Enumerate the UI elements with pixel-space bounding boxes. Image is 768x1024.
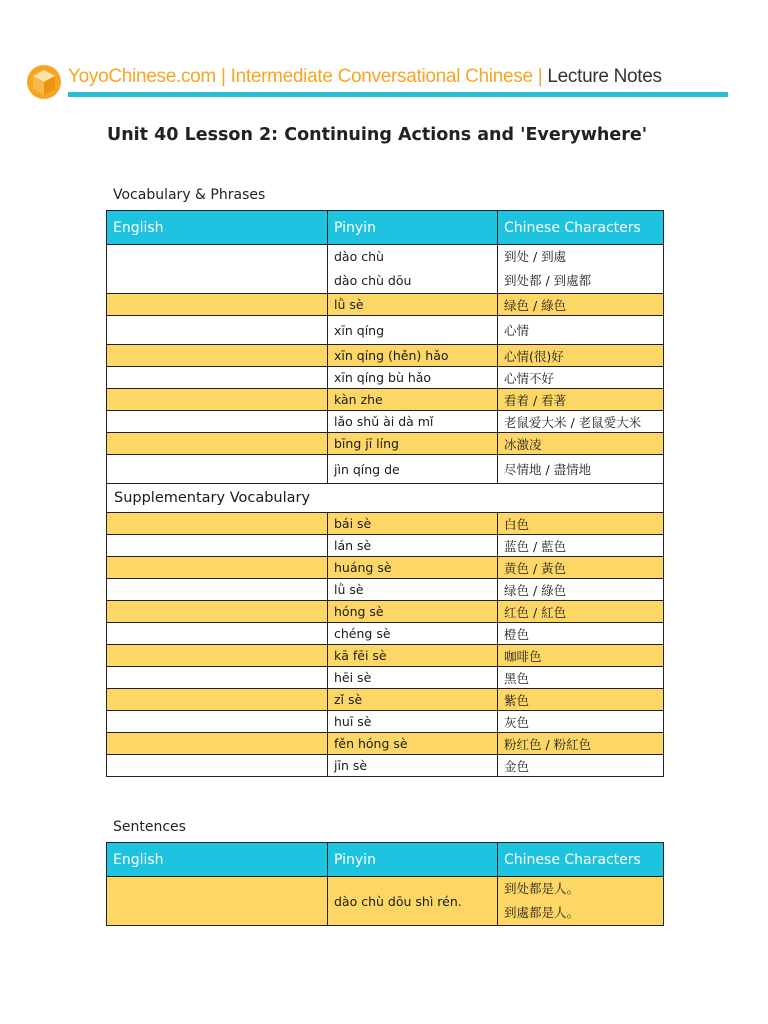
header-chinese: Chinese Characters <box>498 211 664 245</box>
cell-chinese: 心情 <box>498 316 664 345</box>
table-row <box>107 367 664 389</box>
cell-chinese: 橙色 <box>498 623 664 645</box>
cell-pinyin: hēi sè <box>328 667 498 689</box>
header-rule <box>68 92 728 97</box>
supplementary-section-label: Supplementary Vocabulary <box>107 484 664 513</box>
table-row <box>107 733 664 755</box>
cell-pinyin: hóng sè <box>328 601 498 623</box>
cell-pinyin: lǜ sè <box>328 294 498 316</box>
table-row <box>107 389 664 411</box>
table-row <box>107 601 664 623</box>
cell-english <box>107 411 328 433</box>
header-chinese: Chinese Characters <box>498 843 664 877</box>
cell-english <box>107 316 328 345</box>
cell-chinese: 冰激凌 <box>498 433 664 455</box>
cell-chinese-line: 到处 / 到處 <box>504 249 567 264</box>
cell-pinyin: fěn hóng sè <box>328 733 498 755</box>
cell-chinese-line: 到处都是人。 <box>504 881 580 896</box>
cell-english <box>107 455 328 484</box>
cell-chinese <box>498 245 664 294</box>
cell-english <box>107 294 328 316</box>
cell-chinese: 金色 <box>498 755 664 777</box>
cell-chinese: 红色 / 紅色 <box>498 601 664 623</box>
table-row <box>107 557 664 579</box>
cell-english <box>107 733 328 755</box>
vocab-table <box>106 210 664 777</box>
cell-chinese: 心情不好 <box>498 367 664 389</box>
table-row <box>107 535 664 557</box>
cell-english <box>107 601 328 623</box>
header-pinyin: Pinyin <box>328 843 498 877</box>
cell-pinyin: chéng sè <box>328 623 498 645</box>
page-title: Unit 40 Lesson 2: Continuing Actions and 'Everywhere' <box>107 125 648 145</box>
table-row <box>107 579 664 601</box>
cell-pinyin: huáng sè <box>328 557 498 579</box>
table-row <box>107 433 664 455</box>
section-name: Lecture Notes <box>547 66 662 87</box>
cell-chinese: 紫色 <box>498 689 664 711</box>
cell-pinyin: kā fēi sè <box>328 645 498 667</box>
header-separator: | <box>220 66 226 87</box>
cell-english <box>107 755 328 777</box>
cell-pinyin-line: dào chù dōu <box>334 273 412 288</box>
cell-english <box>107 367 328 389</box>
cell-english <box>107 557 328 579</box>
table-row <box>107 316 664 345</box>
cell-pinyin: zǐ sè <box>328 689 498 711</box>
table-row <box>107 623 664 645</box>
table-row <box>107 411 664 433</box>
cell-pinyin: dào chù dōu shì rén. <box>328 877 498 926</box>
cell-chinese: 老鼠爱大米 / 老鼠愛大米 <box>498 411 664 433</box>
table-row <box>107 667 664 689</box>
cell-pinyin: bái sè <box>328 513 498 535</box>
cell-english <box>107 877 328 926</box>
cell-chinese: 咖啡色 <box>498 645 664 667</box>
cell-pinyin: jìn qíng de <box>328 455 498 484</box>
cell-english <box>107 667 328 689</box>
cell-pinyin: lǎo shǔ ài dà mǐ <box>328 411 498 433</box>
table-row <box>107 455 664 484</box>
cell-pinyin: huī sè <box>328 711 498 733</box>
header-english: English <box>107 211 328 245</box>
table-row <box>107 245 664 294</box>
cell-chinese: 白色 <box>498 513 664 535</box>
cell-english <box>107 623 328 645</box>
table-row <box>107 877 664 926</box>
cell-chinese: 绿色 / 綠色 <box>498 579 664 601</box>
cell-chinese: 粉红色 / 粉紅色 <box>498 733 664 755</box>
table-row <box>107 645 664 667</box>
cell-pinyin: kàn zhe <box>328 389 498 411</box>
vocab-section-label: Vocabulary & Phrases <box>113 187 266 203</box>
brand-name: YoyoChinese.com <box>68 66 216 87</box>
cell-pinyin <box>328 245 498 294</box>
cell-english <box>107 535 328 557</box>
cell-chinese: 蓝色 / 藍色 <box>498 535 664 557</box>
cell-chinese: 灰色 <box>498 711 664 733</box>
cell-chinese <box>498 877 664 926</box>
table-row <box>107 711 664 733</box>
cell-english <box>107 513 328 535</box>
cell-chinese: 黄色 / 黃色 <box>498 557 664 579</box>
header-pinyin: Pinyin <box>328 211 498 245</box>
cell-pinyin: xīn qíng bù hǎo <box>328 367 498 389</box>
header-title <box>68 66 662 88</box>
cell-pinyin: xīn qíng (hěn) hǎo <box>328 345 498 367</box>
cell-pinyin: lǜ sè <box>328 579 498 601</box>
course-name: Intermediate Conversational Chinese <box>230 66 533 87</box>
cell-english <box>107 345 328 367</box>
cell-english <box>107 579 328 601</box>
cell-chinese: 黑色 <box>498 667 664 689</box>
sentences-section-label: Sentences <box>113 819 186 835</box>
cell-chinese-line: 到處都是人。 <box>504 905 580 920</box>
cell-chinese: 看着 / 看著 <box>498 389 664 411</box>
table-row <box>107 513 664 535</box>
yoyo-cube-logo-icon <box>26 64 62 100</box>
cell-chinese: 绿色 / 綠色 <box>498 294 664 316</box>
table-row <box>107 755 664 777</box>
cell-pinyin: jīn sè <box>328 755 498 777</box>
header-english: English <box>107 843 328 877</box>
cell-english <box>107 711 328 733</box>
cell-pinyin: bīng jī líng <box>328 433 498 455</box>
cell-english <box>107 389 328 411</box>
cell-english <box>107 645 328 667</box>
cell-pinyin: lán sè <box>328 535 498 557</box>
cell-english <box>107 689 328 711</box>
table-row <box>107 294 664 316</box>
cell-chinese: 心情(很)好 <box>498 345 664 367</box>
cell-english <box>107 433 328 455</box>
header-separator: | <box>537 66 543 87</box>
cell-english <box>107 245 328 294</box>
cell-chinese-line: 到处都 / 到處都 <box>504 273 592 288</box>
sentences-table <box>106 842 664 926</box>
page-header <box>26 62 728 102</box>
table-row <box>107 689 664 711</box>
cell-pinyin-line: dào chù <box>334 249 384 264</box>
table-row <box>107 345 664 367</box>
cell-chinese: 尽情地 / 盡情地 <box>498 455 664 484</box>
cell-pinyin: xīn qíng <box>328 316 498 345</box>
